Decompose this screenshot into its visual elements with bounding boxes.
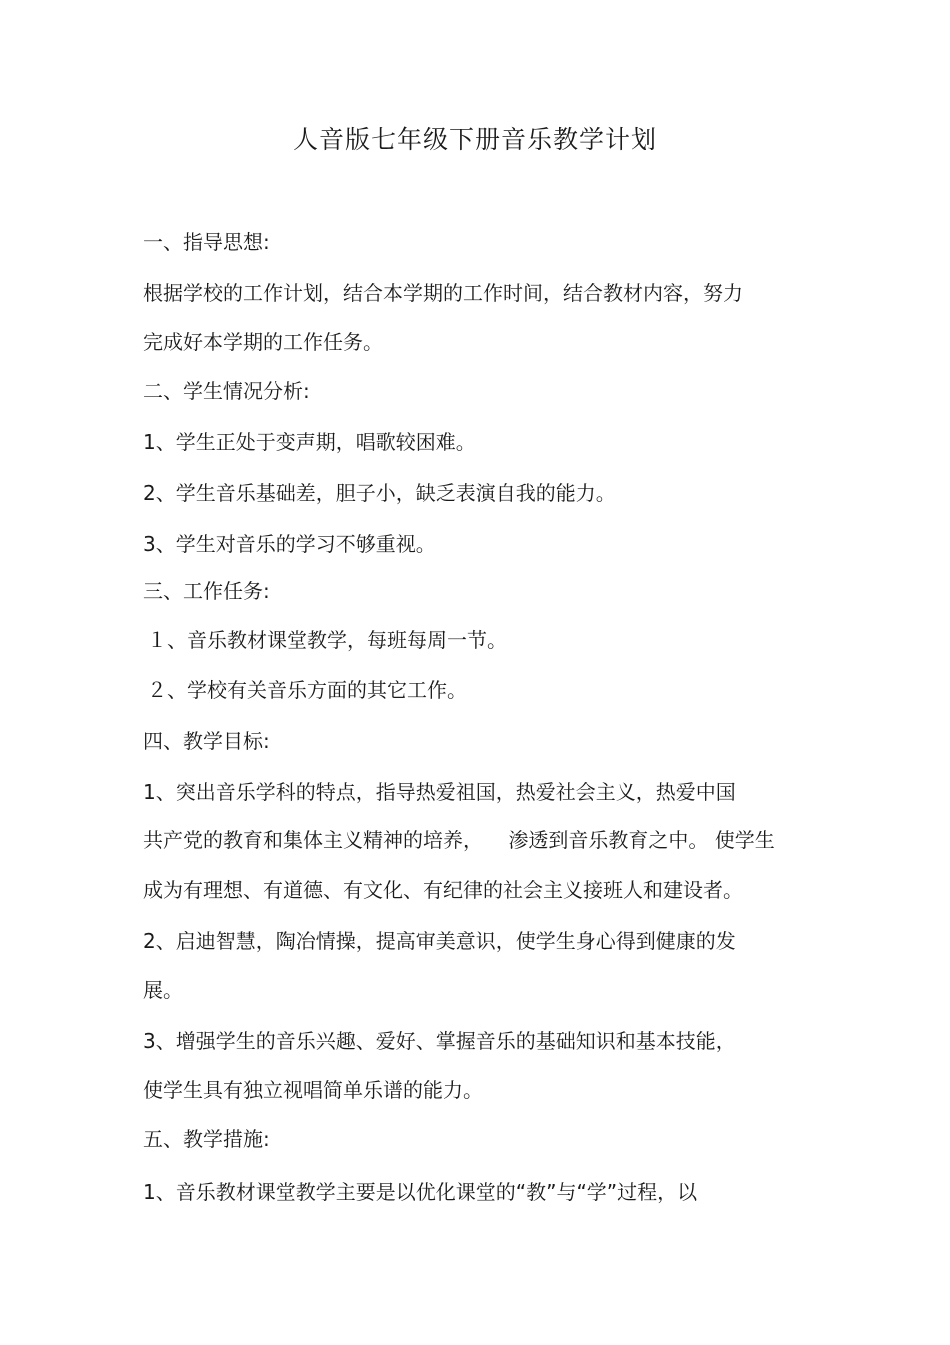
paragraph-line: 共产党的教育和集体主义精神的培养， 渗透到音乐教育之中。 使学生 [143, 828, 775, 852]
section-heading-student-analysis: 二、学生情况分析: [143, 379, 310, 403]
paragraph-line: 展。 [143, 978, 183, 1002]
list-item: 1、音乐教材课堂教学主要是以优化课堂的“教”与“学”过程，以 [143, 1180, 698, 1204]
document-title: 人音版七年级下册音乐教学计划 [292, 125, 657, 154]
paragraph-line: 完成好本学期的工作任务。 [143, 330, 383, 354]
paragraph-line: 根据学校的工作计划，结合本学期的工作时间，结合教材内容，努力 [143, 281, 743, 305]
list-item: ２、学校有关音乐方面的其它工作。 [147, 678, 467, 702]
section-heading-guiding-ideology: 一、指导思想: [143, 230, 270, 254]
list-item: 1、突出音乐学科的特点，指导热爱祖国，热爱社会主义，热爱中国 [143, 780, 736, 804]
list-item: 3、学生对音乐的学习不够重视。 [143, 532, 436, 556]
list-item: 1、学生正处于变声期，唱歌较困难。 [143, 430, 476, 454]
paragraph-line: 成为有理想、有道德、有文化、有纪律的社会主义接班人和建设者。 [143, 878, 743, 902]
section-heading-work-tasks: 三、工作任务: [143, 579, 270, 603]
list-item: １、音乐教材课堂教学，每班每周一节。 [147, 628, 507, 652]
section-heading-teaching-goals: 四、教学目标: [143, 729, 270, 753]
list-item: 2、学生音乐基础差，胆子小，缺乏表演自我的能力。 [143, 481, 616, 505]
section-heading-teaching-measures: 五、教学措施: [143, 1127, 270, 1151]
list-item: 3、增强学生的音乐兴趣、爱好、掌握音乐的基础知识和基本技能， [143, 1029, 736, 1053]
paragraph-line: 使学生具有独立视唱简单乐谱的能力。 [143, 1078, 483, 1102]
list-item: 2、启迪智慧，陶冶情操，提高审美意识，使学生身心得到健康的发 [143, 929, 736, 953]
